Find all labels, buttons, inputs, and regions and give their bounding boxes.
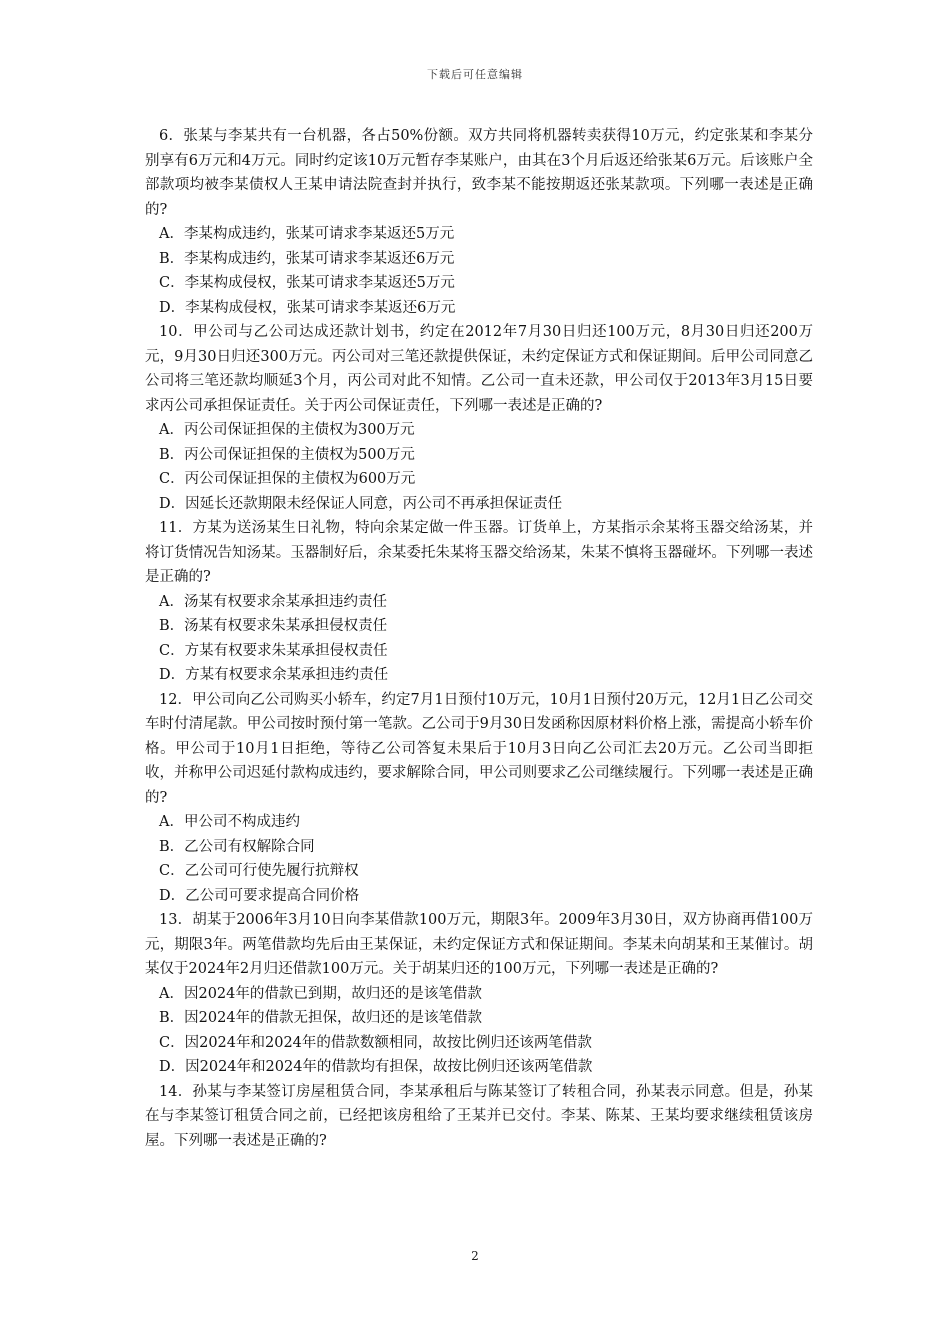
option-a: A．李某构成违约，张某可请求李某返还5万元: [159, 226, 455, 242]
option-c: C．李某构成侵权，张某可请求李某返还5万元: [159, 275, 455, 291]
option-d: D．因延长还款期限未经保证人同意，丙公司不再承担保证责任: [159, 495, 563, 512]
option-b: B．李某构成违约，张某可请求李某返还6万元: [159, 250, 455, 267]
option-d: D．李某构成侵权，张某可请求李某返还6万元: [159, 299, 456, 316]
option-a: A．汤某有权要求余某承担违约责任: [159, 593, 387, 610]
question-stem: 13．胡某于2006年3月10日向李某借款100万元，期限3年。2009年3月30日，双方协商再借100万元，期限3年。两笔借款均先后由王某保证，未约定保证方式和保证期间。李某未向胡某和王某催讨。胡某仅于2024年2月归还借款100万元。关于胡某归还的100万元，下列哪一表述是正确的?: [145, 912, 813, 977]
question-6: [145, 124, 813, 320]
option-b: B．丙公司保证担保的主债权为500万元: [159, 446, 415, 463]
question-11: [145, 516, 813, 688]
option-a: A．因2024年的借款已到期，故归还的是该笔借款: [159, 985, 482, 1002]
question-12: [145, 688, 813, 909]
option-b: B．因2024年的借款无担保，故归还的是该笔借款: [159, 1010, 483, 1026]
option-a: A．甲公司不构成违约: [159, 814, 300, 830]
question-stem: 11．方某为送汤某生日礼物，特向余某定做一件玉器。订货单上，方某指示余某将玉器交给汤某，并将订货情况告知汤某。玉器制好后，余某委托朱某将玉器交给汤某，朱某不慎将玉器碰坏。下列哪一表述是正确的?: [145, 520, 813, 585]
question-13: [145, 908, 813, 1080]
option-a: A．丙公司保证担保的主债权为300万元: [159, 422, 415, 438]
option-b: B．乙公司有权解除合同: [159, 838, 315, 855]
option-d: D．乙公司可要求提高合同价格: [159, 887, 360, 904]
question-stem: 6．张某与李某共有一台机器，各占50%份额。双方共同将机器转卖获得10万元，约定张某和李某分别享有6万元和4万元。同时约定该10万元暂存李某账户，由其在3个月后返还给张某6万元。后该账户全部款项均被李某债权人王某申请法院查封并执行，致李某不能按期返还张某款项。下列哪一表述是正确的?: [145, 128, 813, 218]
option-c: C．丙公司保证担保的主债权为600万元: [159, 471, 416, 487]
option-b: B．汤某有权要求朱某承担侵权责任: [159, 618, 388, 634]
page-number: 2: [471, 1249, 479, 1263]
question-10: [145, 320, 813, 516]
question-stem: 10．甲公司与乙公司达成还款计划书，约定在2012年7月30日归还100万元，8月30日归还200万元，9月30日归还300万元。丙公司对三笔还款提供保证，未约定保证方式和保证期间。后甲公司同意乙公司将三笔还款均顺延3个月，丙公司对此不知情。乙公司一直未还款，甲公司仅于2013年3月15日要求丙公司承担保证责任。关于丙公司保证责任，下列哪一表述是正确的?: [145, 324, 813, 414]
option-c: C．方某有权要求朱某承担侵权责任: [159, 642, 388, 659]
question-14: [145, 1080, 813, 1154]
document-body: [145, 124, 813, 1153]
question-stem: 14．孙某与李某签订房屋租赁合同，李某承租后与陈某签订了转租合同，孙某表示同意。但是，孙某在与李某签订租赁合同之前，已经把该房租给了王某并已交付。李某、陈某、王某均要求继续租赁该房屋。下列哪一表述是正确的?: [145, 1083, 813, 1149]
option-c: C．因2024年和2024年的借款数额相同，故按比例归还该两笔借款: [159, 1034, 592, 1051]
option-d: D．因2024年和2024年的借款均有担保，故按比例归还该两笔借款: [159, 1059, 593, 1075]
page-header: 下载后可任意编辑: [427, 68, 523, 81]
question-stem: 12．甲公司向乙公司购买小轿车，约定7月1日预付10万元，10月1日预付20万元，12月1日乙公司交车时付清尾款。甲公司按时预付第一笔款。乙公司于9月30日发函称因原材料价格上涨，需提高小轿车价格。甲公司于10月1日拒绝，等待乙公司答复未果后于10月3日向乙公司汇去20万元。乙公司当即拒收，并称甲公司迟延付款构成违约，要求解除合同，甲公司则要求乙公司继续履行。下列哪一表述是正确的?: [145, 691, 813, 806]
option-d: D．方某有权要求余某承担违约责任: [159, 667, 389, 683]
option-c: C．乙公司可行使先履行抗辩权: [159, 863, 359, 879]
